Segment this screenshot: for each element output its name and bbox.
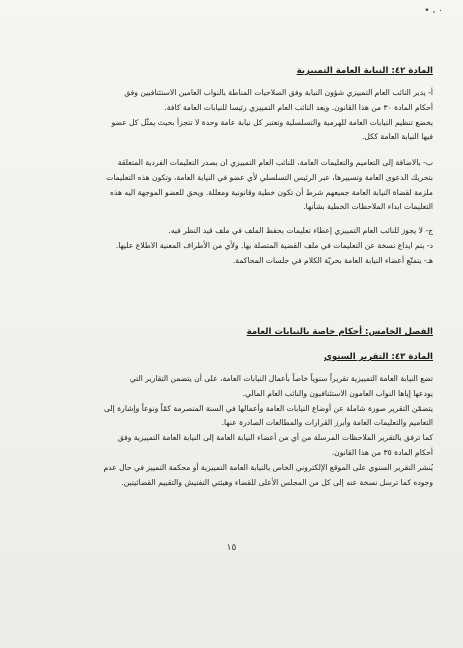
article-42-line: أ- يدير النائب العام التمييزي شؤون النيابة وفق الصلاحيات المناطة بالنواب العامين الاستئنافيين وفق bbox=[124, 88, 433, 97]
article-42-line: أحكام المادة ٣٠ من هذا القانون. ويعد النائب العام التمييزي رئيسا للنيابات العامة كافة. bbox=[164, 102, 433, 112]
page-number: ١٥ bbox=[226, 543, 237, 553]
article-42-line: فيها النيابة العامة ككل. bbox=[362, 132, 433, 142]
article-42-line: د- يتم ايداع نسخة عن التعليمات في ملف القضية المتصلة بها. ولأي من الأطراف المعنية الاطلاع عليها. bbox=[115, 240, 433, 250]
article-42-line: التعليمات ابداء الملاحظات الخطية بشأنها. bbox=[303, 202, 433, 212]
corner-marks: • ، ۰ bbox=[424, 6, 443, 16]
article-43-line: يتضمّن التقرير صورة شاملة عن أوضاع النيابات العامة وأعمالها في السنة المنصرمة كمّاً ونوعاً وإشارة إلى bbox=[104, 403, 433, 413]
article-42-line: يخضع تنظيم النيابات العامة للهرمية والتسلسلية وتعتبر كل نيابة عامة وحدة لا تتجزأ بحيث يمثّل كل عضو bbox=[111, 117, 433, 127]
article-42-line: بتحريك الدعوى العامة وتسييرها، عبر الرئيس التسلسلي لأي عضو في النيابة العامة، وتكون هذه التعليمات bbox=[106, 172, 433, 182]
article-43-line: يودعها إياها النواب العامون الاستئنافيون والنائب العام المالي. bbox=[242, 388, 433, 398]
chapter-5-heading: الفصل الخامس: أحكام خاصة بالنيابات العامة bbox=[246, 327, 433, 337]
article-42-line: ب- بالاضافة إلى التعاميم والتعليمات العامة، للنائب العام التمييزي ان يصدر التعليمات الفردية المتعلقة bbox=[117, 158, 433, 167]
article-43-line: وجوده كما ترسل نسخة عنه إلى كل من المجلس الأعلى للقضاء وهيئتي التفتيش والتقييم القضائيتين. bbox=[121, 477, 433, 487]
article-42-line: هـ- يتمتّع أعضاء النيابة العامة بحريّة الكلام في جلسات المحاكمة. bbox=[232, 255, 433, 265]
article-43-body bbox=[31, 372, 433, 490]
article-42-body-c bbox=[31, 224, 433, 268]
article-43-heading: المادة ٤٣: التقرير السنوي bbox=[323, 352, 433, 362]
article-43-line: يُنشر التقرير السنوي على الموقع الإلكتروني الخاص بالنيابة العامة التمييزية أو محكمة التمييز في حال عدم bbox=[103, 462, 433, 472]
article-42-heading: المادة ٤٢: النيابة العامة التمييزية bbox=[296, 66, 433, 76]
article-43-line: التعاميم والتعليمات العامة وأبرز القرارات والمطالعات الصادرة عنها. bbox=[221, 418, 433, 428]
article-42-body-b bbox=[31, 156, 433, 215]
article-43-line: تضع النيابة العامة التمييزية تقريراً سنوياً خاصاً بأعمال النيابات العامة، على أن يتضمن التقارير التي bbox=[129, 374, 433, 383]
article-42-line: ج- لا يجوز للنائب العام التمييزي إعطاء تعليمات بحفظ الملف في ملف قيد النظر فيه. bbox=[168, 226, 433, 235]
article-43-line: كما ترفق بالتقرير الملاحظات المرسلة من أي من أعضاء النيابة العامة إلى النيابة العامة التمييزية وفق bbox=[117, 433, 433, 443]
article-42-body bbox=[31, 86, 433, 145]
article-43-line: أحكام المادة ٣٥ من هذا القانون. bbox=[331, 447, 433, 457]
article-42-line: ملزمة لقضاة النيابة العامة جميعهم شرط أن تكون خطية وقانونية ومعللة. ويحق للعضو الموجهة اليه هذه bbox=[110, 187, 433, 197]
